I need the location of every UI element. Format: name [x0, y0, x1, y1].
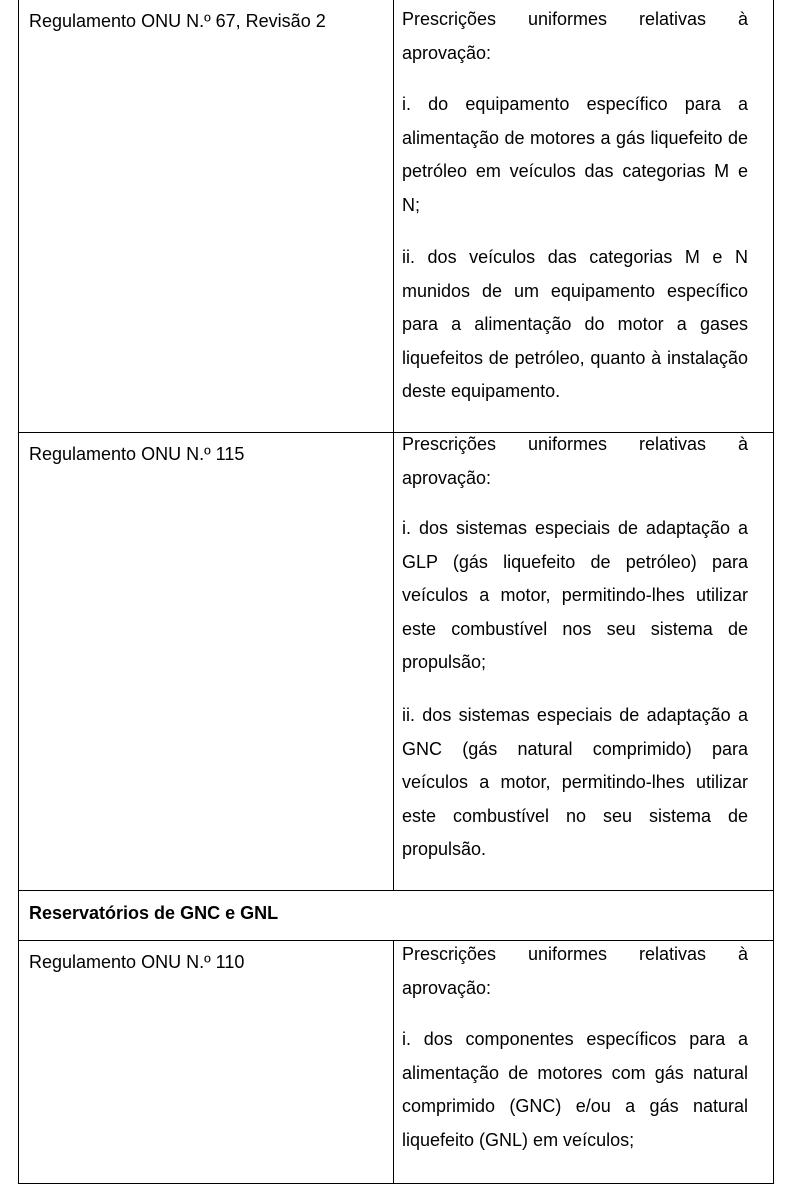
section-row [19, 890, 773, 940]
description-intro: Prescrições uniformes relativas à aprovação: [402, 9, 748, 63]
regulation-name: Regulamento ONU N.º 110 [29, 952, 245, 972]
regulation-name: Regulamento ONU N.º 67, Revisão 2 [29, 11, 326, 31]
regulation-cell [19, 433, 394, 890]
description-item: ii. dos sistemas especiais de adaptação a GNC (gás natural comprimido) para veículos a motor, permitindo-lhes utilizar este combustível no seu sistema de propulsão. [402, 705, 748, 860]
description-item: ii. dos veículos das categorias M e N munidos de um equipamento específico para a alimentação do motor a gases liquefeitos de petróleo, quanto à instalação deste equipamento. [402, 247, 748, 402]
description-item: i. dos sistemas especiais de adaptação a GLP (gás liquefeito de petróleo) para veículos a motor, permitindo-lhes utilizar este combustível nos seu sistema de propulsão; [402, 518, 748, 673]
section-heading: Reservatórios de GNC e GNL [29, 903, 279, 923]
description-intro: Prescrições uniformes relativas à aprovação: [402, 944, 748, 998]
description-item: i. do equipamento específico para a alimentação de motores a gás liquefeito de petróleo em veículos das categorias M e N; [402, 94, 748, 215]
regulation-cell [19, 941, 394, 1184]
description-intro: Prescrições uniformes relativas à aprovação: [402, 434, 748, 488]
regulation-table [18, 0, 774, 1184]
description-cell [394, 0, 773, 432]
description-cell [394, 941, 773, 1184]
regulation-cell [19, 0, 394, 432]
table-row [19, 940, 773, 1184]
table-row [19, 0, 773, 432]
table-row [19, 432, 773, 890]
description-item: i. dos componentes específicos para a alimentação de motores com gás natural comprimido (GNC) e/ou a gás natural liquefeito (GNL) em veículos; [402, 1029, 748, 1150]
regulation-name: Regulamento ONU N.º 115 [29, 444, 245, 464]
description-cell [394, 433, 773, 890]
